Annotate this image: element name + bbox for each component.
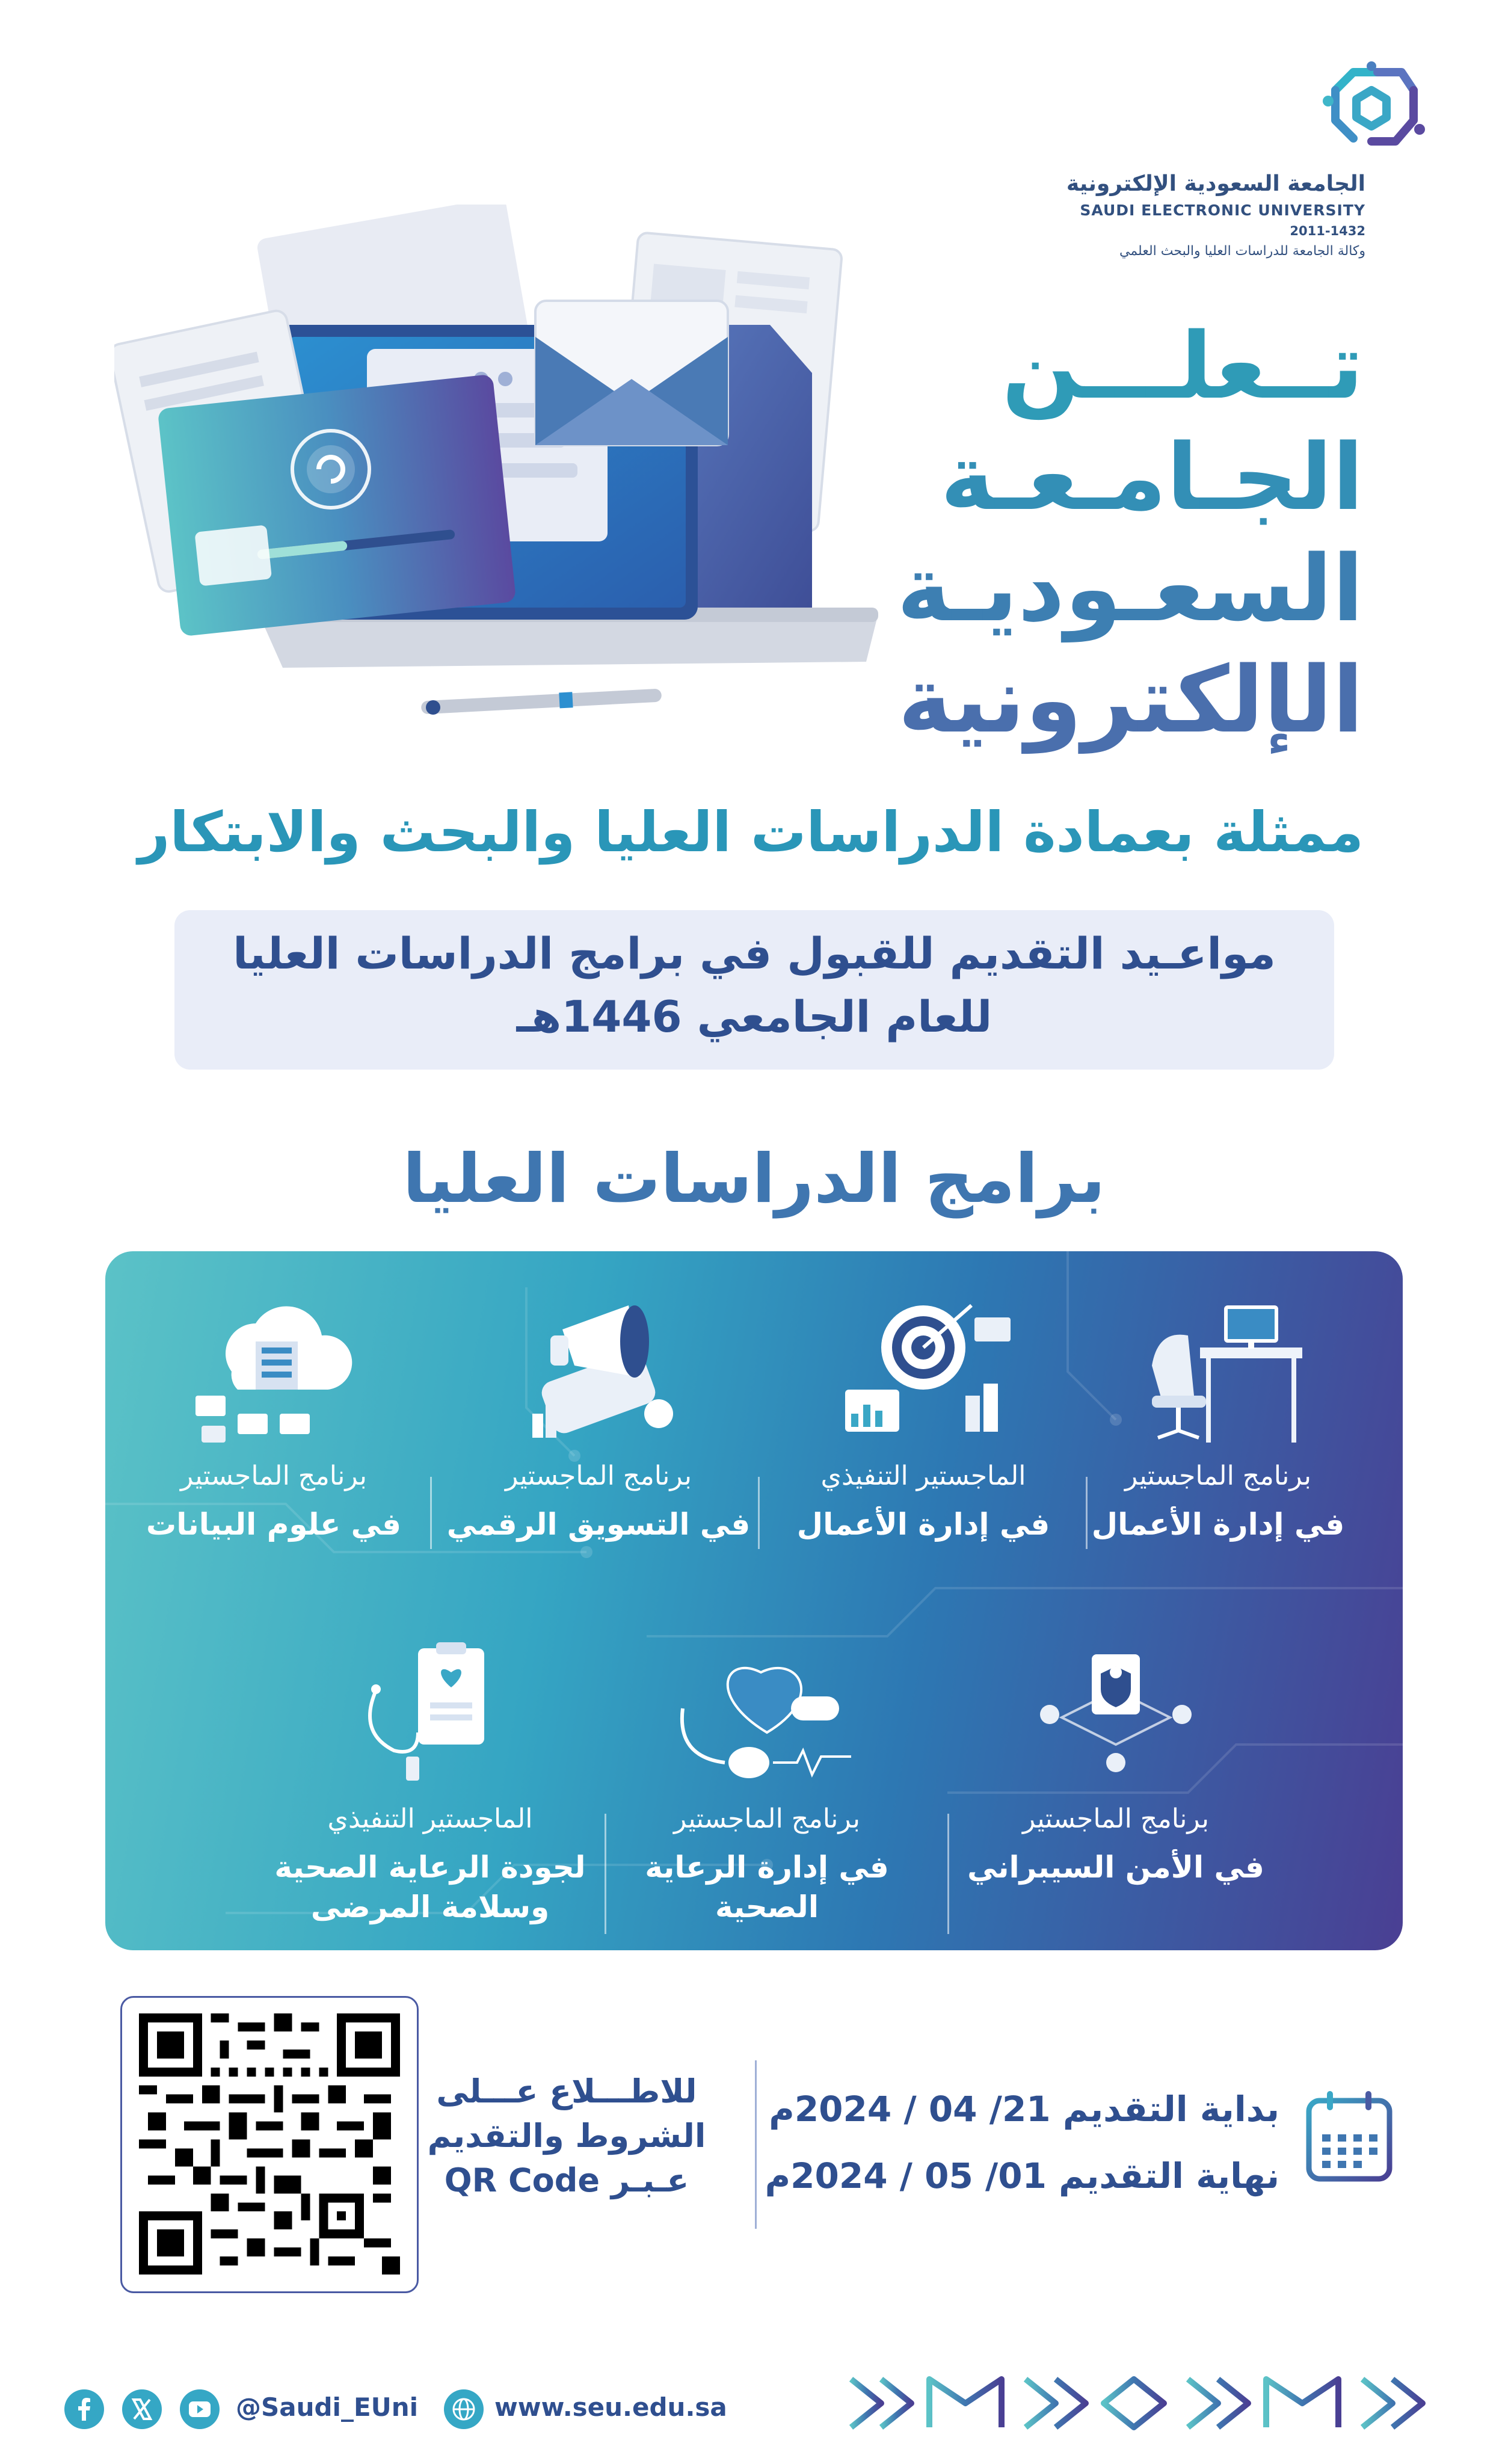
academic-year-line: للعام الجامعي 1446هـ	[516, 991, 993, 1042]
calendar-icon	[1304, 2087, 1394, 2184]
program-label: برنامج الماجستير	[674, 1803, 860, 1834]
qr-instructions-line1: للاطـــلاع عـــلى	[436, 2072, 697, 2110]
website-link[interactable]: www.seu.edu.sa	[494, 2392, 727, 2422]
divider	[605, 1814, 606, 1934]
divider	[758, 1477, 760, 1549]
laptop-documents-illustration	[114, 205, 878, 734]
qr-instructions	[421, 2069, 712, 2203]
medical-clipboard-icon	[340, 1636, 520, 1793]
x-twitter-icon[interactable]	[122, 2389, 162, 2429]
qr-code-icon[interactable]	[139, 2013, 400, 2275]
program-healthcare-management	[599, 1636, 935, 1927]
agency-name: وكالة الجامعة للدراسات العليا والبحث العلمي	[1119, 244, 1365, 259]
university-logo-icon	[1311, 54, 1432, 162]
qr-code-frame[interactable]	[120, 1996, 419, 2293]
program-label: الماجستير التنفيذي	[820, 1461, 1026, 1491]
programs-panel	[105, 1251, 1403, 1950]
office-desk-icon	[1128, 1293, 1308, 1450]
programs-heading: برامج الدراسات العليا	[402, 1140, 1106, 1218]
application-start-date: بداية التقديم 21/ 04 / 2024م	[769, 2089, 1279, 2130]
program-label: برنامج الماجستير	[180, 1461, 367, 1491]
cloud-data-icon	[183, 1293, 364, 1450]
university-name-arabic: الجامعة السعودية الإلكترونية	[1066, 171, 1365, 196]
qr-instructions-line2: الشروط والتقديم	[427, 2117, 706, 2155]
divider	[947, 1814, 949, 1934]
program-label: برنامج الماجستير	[1023, 1803, 1209, 1834]
globe-icon	[444, 2389, 484, 2429]
hero-line-announce: تــعلـــن	[1002, 313, 1364, 419]
divider	[755, 2060, 757, 2229]
application-end-date: نهاية التقديم 01/ 05 / 2024م	[765, 2155, 1279, 2196]
hero-line-electronic: الإلكترونية	[897, 647, 1364, 753]
deanship-subtitle: ممثلة بعمادة الدراسات العليا والبحث والابتكار	[138, 800, 1364, 864]
program-title: في إدارة الأعمال	[1091, 1507, 1345, 1542]
university-name-english: SAUDI ELECTRONIC UNIVERSITY	[1080, 202, 1365, 219]
program-emba	[767, 1293, 1080, 1544]
program-label: برنامج الماجستير	[505, 1461, 692, 1491]
founding-year: 2011-1432	[1290, 224, 1365, 238]
program-title: في الأمن السيبراني	[967, 1850, 1264, 1885]
program-data-science	[123, 1293, 424, 1544]
program-cybersecurity	[935, 1636, 1296, 1887]
admission-dates-box	[174, 910, 1334, 1070]
program-title: في التسويق الرقمي	[446, 1507, 751, 1542]
qr-instructions-line3: عـبـر QR Code	[444, 2161, 689, 2199]
facebook-icon[interactable]	[64, 2389, 104, 2429]
program-healthcare-quality	[262, 1636, 599, 1927]
program-title: في إدارة الرعاية الصحية	[645, 1850, 889, 1924]
program-mba	[1068, 1293, 1368, 1544]
heart-monitor-icon	[671, 1636, 863, 1793]
divider	[1086, 1477, 1088, 1549]
megaphone-icon	[508, 1293, 689, 1450]
target-icon	[833, 1293, 1014, 1450]
program-digital-marketing	[442, 1293, 755, 1544]
program-title: في إدارة الأعمال	[796, 1507, 1050, 1542]
youtube-icon[interactable]	[180, 2389, 220, 2429]
program-title: لجودة الرعاية الصحية وسلامة المرضى	[274, 1850, 586, 1924]
program-label: برنامج الماجستير	[1125, 1461, 1311, 1491]
decorative-pattern	[845, 2367, 1447, 2439]
hero-line-saudi: السعـوديـة	[896, 535, 1364, 642]
security-shield-icon	[1026, 1636, 1206, 1793]
hero-line-university: الجـامـعـة	[940, 424, 1364, 531]
social-handle[interactable]: @Saudi_EUni	[236, 2392, 419, 2422]
program-title: في علوم البيانات	[146, 1507, 401, 1542]
admission-dates-line1: مواعـيد التقديم للقبول في برامج الدراسات العليا	[233, 928, 1276, 979]
program-label: الماجستير التنفيذي	[327, 1803, 533, 1834]
divider	[430, 1477, 432, 1549]
